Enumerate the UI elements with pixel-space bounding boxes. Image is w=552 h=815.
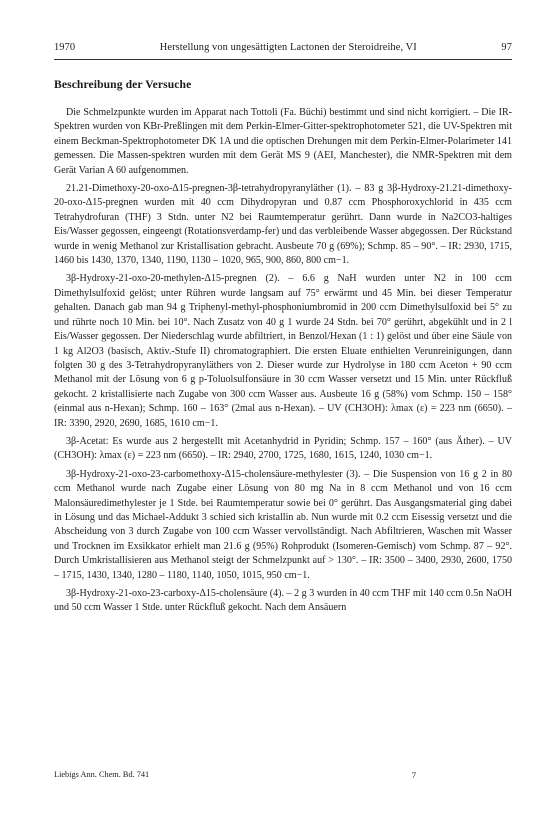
- running-head: [54, 42, 512, 53]
- paragraph-compound-1: 21.21-Dimethoxy-20-oxo-Δ15-pregnen-3β-tetrahydropyranyläther (1). – 83 g 3β-Hydroxy-21.21-dimethoxy-20-oxo-Δ15-pregnen wurden mit 40 ccm Dihydropyran und 0.87 ccm Phosphoroxychlorid in 435 ccm Tetrahydrofuran (THF) 3 Stdn. unter N2 bei Raumtemperatur gerührt. Dann wurde in Na2CO3-haltiges Eis/Wasser gegossen, eingeengt (Rotationsverdamp-fer) und das verbleibende Wasser abgegossen. Der Rückstand wurde in wenig Methanol zur Kristallisation gebracht. Ausbeute 70 g (69%); Schmp. 85 – 90°. – IR: 2930, 1715, 1460 bis 1430, 1370, 1340, 1190, 1130 – 1020, 965, 900, 860, 800 cm−1.: [54, 183, 512, 267]
- paragraph-compound-3: 3β-Hydroxy-21-oxo-23-carbomethoxy-Δ15-cholensäure-methylester (3). – Die Suspension von 16 g 2 in 80 ccm Methanol wurde nach Zugabe einer Lösung von 80 mg Na in 8 ccm Methanol und von 16 ccm Malonsäuredimethylester je 1 Stde. bei Raumtemperatur sowie bei 0° gerührt. Das Ausgangsmaterial ging dabei in Lösung und das Michael-Addukt 3 schied sich kristallin ab. Nun wurde mit 0.2 ccm Eisessig versetzt und die Abscheidung von 3 durch Zugabe von 100 ccm Wasser vervollständigt. Nach Abfiltrieren, Waschen mit Wasser und Trocknen im Exsikkator erhielt man 21.6 g (95%) Rohprodukt (Isomeren-Gemisch) vom Schmp. 87 – 92°. Durch Umkristallisieren aus Methanol steigt der Schmelzpunkt auf > 130°. – IR: 3500 – 3400, 2930, 2600, 1750 – 1715, 1430, 1340, 1280 – 1180, 1140, 1050, 1015, 950 cm−1.: [54, 468, 512, 581]
- page-number: 97: [501, 42, 512, 53]
- signature-mark: 7: [411, 770, 416, 780]
- header-rule: [54, 59, 512, 60]
- paragraph-compound-4: 3β-Hydroxy-21-oxo-23-carboxy-Δ15-cholensäure (4). – 2 g 3 wurden in 40 ccm THF mit 140 ccm 0.5n NaOH und 50 ccm Wasser 1 Stde. unter Rückfluß gekocht. Nach dem Ansäuern: [54, 588, 512, 614]
- paragraph-methods: Die Schmelzpunkte wurden im Apparat nach Tottoli (Fa. Büchi) bestimmt und sind nicht korrigiert. – Die IR-Spektren wurden von KBr-Preßlingen mit dem Perkin-Elmer-Gitter-spektrophotometer 521, die UV-Spektren mit einem Beckman-Spektrophotometer DK 1A und die optischen Drehungen mit dem Perkin-Elmer-Polarimeter 141 gemessen. Die Massen-spektren wurden mit dem Gerät MS 9 (AEI, Manchester), die NMR-Spektren mit dem Gerät Varian A 60 aufgenommen.: [54, 107, 512, 176]
- page-footer: [54, 770, 512, 780]
- section-title: Beschreibung der Versuche: [54, 78, 192, 91]
- page-year: 1970: [54, 42, 76, 53]
- paragraph-compound-2: 3β-Hydroxy-21-oxo-20-methylen-Δ15-pregnen (2). – 6.6 g NaH wurden unter N2 in 100 ccm Dimethylsulfoxid gelöst; unter Rühren wurde langsam auf 75° erwärmt und 45 Min. bei dieser Temperatur gehalten. Danach gab man 94 g Triphenyl-methyl-phosphoniumbromid in 200 ccm Dimethylsulfoxid bei 5° zu und rührte noch 10 Min. bei 10°. Nach Zusatz von 40 g 1 wurde 24 Stdn. bei 70° gerührt, abgekühlt und in 2 l Eis/Wasser gegossen. Der Niederschlag wurde abfiltriert, in Benzol/Hexan (1 : 1) gelöst und über eine Säule von 1 kg Al2O3 (basisch, Aktiv.-Stufe II) chromatographiert. Die ersten Eluate enthielten Verunreinigungen, dann folgten 30 g des 3-Tetrahydropyranyläthers von 2. Dieser wurde zur Hydrolyse in 180 ccm Aceton + 90 ccm Methanol mit der Lösung von 6 g p-Toluolsulfonsäure in 30 ccm Wasser versetzt und 15 Min. unter Rückfluß gekocht. 2 kristallisierte nach Zugabe von 300 ccm Wasser aus. Ausbeute 16 g (58%) vom Schmp. 150 – 158° (einmal aus n-Hexan); Schmp. 160 – 163° (2mal aus n-Hexan). – UV (CH3OH): λmax (ε) = 223 nm (6650). – IR: 3390, 2920, 2690, 1685, 1610 cm−1.: [54, 273, 512, 429]
- journal-reference: Liebigs Ann. Chem. Bd. 741: [54, 770, 150, 779]
- paragraph-acetate: 3β-Acetat: Es wurde aus 2 hergestellt mit Acetanhydrid in Pyridin; Schmp. 157 – 160° (aus Äther). – UV (CH3OH): λmax (ε) = 223 nm (6650). – IR: 2940, 2700, 1725, 1680, 1615, 1240, 1030 cm−1.: [54, 435, 512, 462]
- article-body: [54, 106, 512, 616]
- running-title: Herstellung von ungesättigten Lactonen der Steroidreihe, VI: [159, 42, 417, 53]
